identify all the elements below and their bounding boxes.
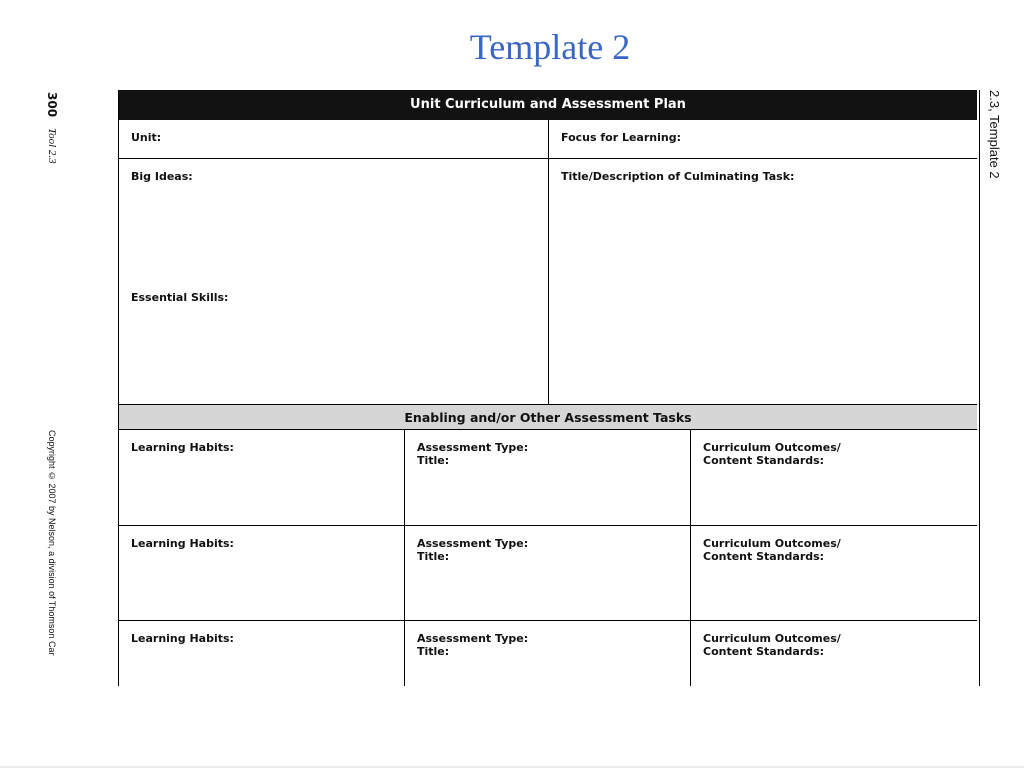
title-label: Title: [417, 454, 450, 467]
divider [548, 120, 549, 404]
page-number: 300 [45, 92, 59, 118]
curriculum-outcomes-field[interactable] [691, 621, 977, 686]
assessment-type-label: Assessment Type: [417, 632, 529, 645]
essential-skills-field[interactable] [119, 280, 548, 404]
divider [690, 430, 691, 686]
curriculum-outcomes-field[interactable] [691, 526, 977, 620]
curriculum-outcomes-label: Curriculum Outcomes/ [703, 441, 841, 454]
learning-habits-field[interactable] [119, 430, 404, 524]
learning-habits-label: Learning Habits: [131, 632, 234, 645]
curriculum-plan-form [118, 90, 980, 686]
assessment-type-field[interactable] [405, 621, 690, 686]
tasks-section-header: Enabling and/or Other Assessment Tasks [119, 404, 977, 430]
tool-reference: Tool 2.3 [46, 128, 58, 164]
learning-habits-label: Learning Habits: [131, 441, 234, 454]
content-standards-label: Content Standards: [703, 454, 825, 467]
essential-skills-label: Essential Skills: [131, 291, 229, 304]
big-ideas-label: Big Ideas: [131, 170, 193, 183]
template-side-label: 2.3, Template 2 [987, 90, 1002, 179]
culminating-task-label: Title/Description of Culminating Task: [561, 170, 795, 183]
title-label: Title: [417, 645, 450, 658]
curriculum-outcomes-label: Curriculum Outcomes/ [703, 537, 841, 550]
curriculum-outcomes-field[interactable] [691, 430, 977, 524]
focus-label: Focus for Learning: [561, 131, 681, 144]
focus-field[interactable] [549, 120, 977, 158]
divider [404, 430, 405, 686]
big-ideas-field[interactable] [119, 159, 548, 279]
culminating-task-field[interactable] [549, 159, 977, 404]
curriculum-outcomes-label: Curriculum Outcomes/ [703, 632, 841, 645]
assessment-type-field[interactable] [405, 430, 690, 524]
content-standards-label: Content Standards: [703, 550, 825, 563]
copyright-notice: Copyright © 2007 by Nelson, a division of Thomson Car [47, 430, 57, 656]
assessment-type-label: Assessment Type: [417, 537, 529, 550]
form-header: Unit Curriculum and Assessment Plan [119, 90, 977, 120]
slide-title: Template 2 [469, 27, 631, 67]
learning-habits-field[interactable] [119, 621, 404, 686]
unit-field[interactable] [119, 120, 548, 158]
unit-label: Unit: [131, 131, 162, 144]
assessment-type-label: Assessment Type: [417, 441, 529, 454]
assessment-type-field[interactable] [405, 526, 690, 620]
learning-habits-field[interactable] [119, 526, 404, 620]
learning-habits-label: Learning Habits: [131, 537, 234, 550]
title-label: Title: [417, 550, 450, 563]
content-standards-label: Content Standards: [703, 645, 825, 658]
